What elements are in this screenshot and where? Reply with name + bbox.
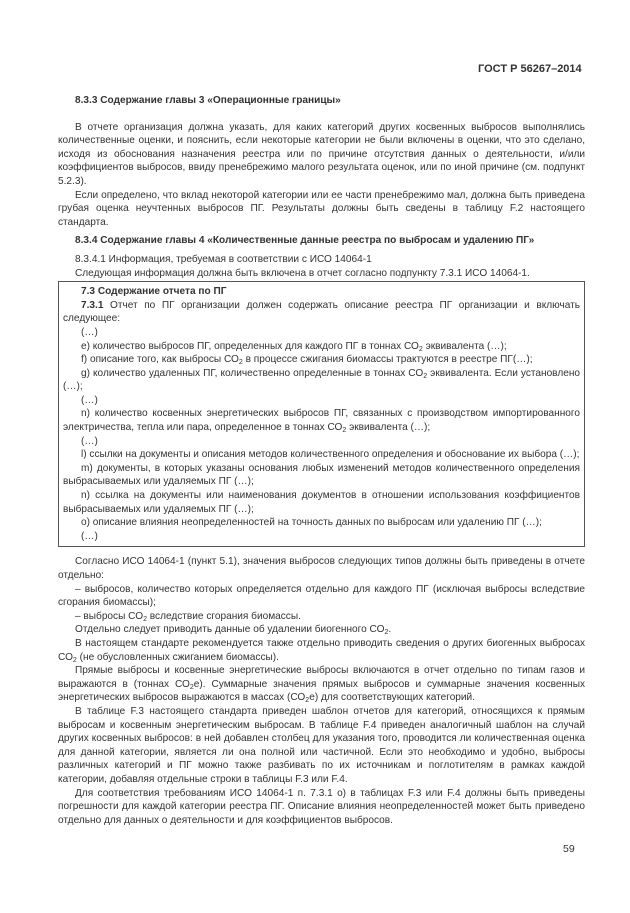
quote-lead xyxy=(63,299,580,326)
item-e-text-a: е) количество выбросов ПГ, определенных для каждого ПГ в тоннах СО xyxy=(81,340,419,352)
quote-lead-number: 7.3.1 xyxy=(81,299,104,311)
quote-item-e xyxy=(63,340,580,354)
after-p3-text-b: (не обусловленных сжиганием биомассы). xyxy=(76,651,279,663)
after-p4-text-b: е). Суммарные значения прямых выбросов и суммарные значения косвенных энергетических выбросов выражаются в массах (СО xyxy=(58,678,585,704)
list-item-2 xyxy=(58,610,585,624)
after-p2-text-b: . xyxy=(388,624,392,636)
quote-ellipsis: (…) xyxy=(81,394,98,406)
after-paragraph-2 xyxy=(58,623,585,637)
section-8-3-3-paragraph-1: В отчете организация должна указать, для каких категорий других косвенных выбросов выполнялись количественные оценки, и пояснить, если некоторые категории не были включены в оценки, что это сделано, исходя из обоснования назначения реестра или по причине отсутствия данных о деятельности, и/или коэффициентов выбросов, ввиду пренебрежимо малого результата оценок, или по иной причине (см. подпункт 5.2.3). xyxy=(58,121,585,187)
page-content xyxy=(58,90,585,827)
item-f-text-a: f) описание того, как выбросы СО xyxy=(81,354,239,366)
quote-ellipsis: (…) xyxy=(81,530,98,542)
subscript-2: 2 xyxy=(418,345,423,353)
subscript-2: 2 xyxy=(423,372,428,380)
item-g-text-b: эквивалента. Если установлено (…); xyxy=(63,367,581,393)
list-item-2-text-a: – выбросы СО xyxy=(75,610,144,622)
item-n-text-a: n) количество косвенных энергетических выбросов ПГ, связанных с производством импортированного электричества, тепла или пара, определенное в тоннах СО xyxy=(63,408,580,434)
subscript-2: 2 xyxy=(72,656,77,664)
after-paragraph-3 xyxy=(58,637,585,664)
after-p2-text-a: Отдельно следует приводить данные об удалении биогенного СО xyxy=(75,624,385,636)
subscript-2: 2 xyxy=(384,629,389,637)
quote-item-f xyxy=(63,353,580,367)
after-p4-text-a: Прямые выбросы и косвенные энергетические выбросы включаются в отчет отдельно по типам газов и выражаются в (тоннах СО xyxy=(58,665,585,690)
quote-title: 7.3 Содержание отчета по ПГ xyxy=(81,286,227,298)
quote-item-o: о) описание влияния неопределенностей на точность данных по выбросам или удалению ПГ (…); xyxy=(81,517,542,529)
subscript-2: 2 xyxy=(305,697,310,705)
list-item-1: – выбросов, количество которых определяется отдельно для каждого ПГ (исключая выбросы вследствие сгорания биомассы); xyxy=(58,583,585,609)
quote-ellipsis: (…) xyxy=(81,435,98,447)
item-g-text-a: g) количество удаленных ПГ, количественно определенные в тоннах СО xyxy=(81,367,424,379)
subscript-2: 2 xyxy=(342,427,347,435)
page-number: 59 xyxy=(563,843,575,855)
item-n-text-b: эквивалента (…); xyxy=(346,422,431,434)
section-8-3-4-intro: Следующая информация должна быть включена в отчет согласно подпункту 7.3.1 ИСО 14064-1. xyxy=(75,267,530,279)
quote-item-l: l) ссылки на документы и описания методов количественного определения и обоснование их выбора (…); xyxy=(81,449,580,461)
subscript-2: 2 xyxy=(189,683,194,691)
after-p3-text-a: В настоящем стандарте рекомендуется также отдельно приводить сведения о других биогенных выбросах СО xyxy=(58,637,585,663)
quoted-standard-box xyxy=(58,281,585,547)
quote-item-n xyxy=(63,407,580,434)
quote-lead-text: Отчет по ПГ организации должен содержать описание реестра ПГ организации и включать следующее: xyxy=(63,299,580,325)
subscript-2: 2 xyxy=(143,615,147,623)
quote-item-n2: n) ссылка на документы или наименования документов в отношении использования коэффициентов выбрасываемых или удаляемых ПГ (…); xyxy=(63,490,580,515)
item-f-text-b: в процессе сжигания биомассы трактуются в реестре ПГ(…); xyxy=(242,354,533,366)
section-8-3-3-paragraph-2: Если определено, что вклад некоторой категории или ее части пренебрежимо мал, должна быть приведена грубая оценка неучтенных выбросов ПГ. Результаты должны быть сведены в таблицу F.2 настоящего стандарта. xyxy=(58,189,585,228)
item-e-text-b: эквивалента (…); xyxy=(422,340,507,352)
quote-ellipsis: (…) xyxy=(81,326,98,338)
standard-code-header: ГОСТ Р 56267–2014 xyxy=(478,63,582,75)
after-paragraph-4 xyxy=(58,664,585,705)
after-paragraph-1: Согласно ИСО 14064-1 (пункт 5.1), значения выбросов следующих типов должны быть приведены в отчете отдельно: xyxy=(58,556,585,581)
list-item-2-text-b: вследствие сгорания биомассы. xyxy=(146,610,301,622)
subsection-8-3-4-1: 8.3.4.1 Информация, требуемая в соответствии с ИСО 14064-1 xyxy=(75,253,372,265)
after-p4-text-c: е) для соответствующих категорий. xyxy=(309,692,476,704)
after-paragraph-6: Для соответствия требованиям ИСО 14064-1 п. 7.3.1 о) в таблицах F.3 или F.4 должны быть приведены погрешности для каждой категории реестра ПГ. Описание влияния неопределенностей может быть приведено отдельно для данных о деятельности и для коэффициентов выбросов. xyxy=(58,787,585,826)
quote-item-g xyxy=(63,367,580,394)
section-8-3-3-heading: 8.3.3 Содержание главы 3 «Операционные границы» xyxy=(75,95,341,106)
quote-item-m: m) документы, в которых указаны основания любых изменений методов количественного определения выбрасываемых или удаляемых ПГ (…); xyxy=(63,462,580,488)
after-paragraph-5: В таблице F.3 настоящего стандарта приведен шаблон отчетов для категорий, относящихся к прямым выбросам и косвенным энергетическим выбросам. В таблице F.4 приведен аналогичный шаблон на случай других косвенных выбросов: в ней добавлен столбец для указания того, проводится ли количественная оценка для данной категории, является ли она полной или частичной. Если это необходимо и удобно, выбросы различных категорий и ПГ можно также разбивать по их источникам и поглотителям в рамках каждой категории, добавляя отдельные строки в таблицы F.3 или F.4. xyxy=(58,705,585,785)
subscript-2: 2 xyxy=(238,359,243,367)
section-8-3-4-heading: 8.3.4 Содержание главы 4 «Количественные данные реестра по выбросам и удалению ПГ» xyxy=(75,235,535,247)
